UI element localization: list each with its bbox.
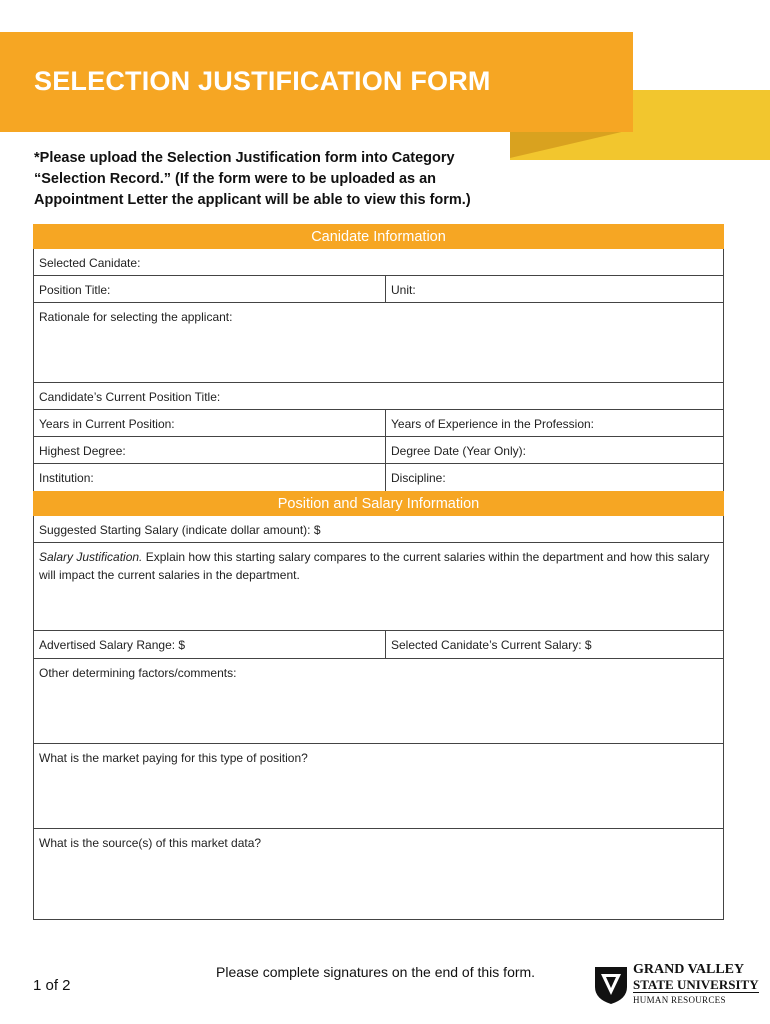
salary-range-row — [33, 631, 724, 659]
degree-date-field[interactable]: Degree Date (Year Only): — [391, 444, 526, 458]
gvsu-logo — [593, 962, 759, 1008]
years-experience-field[interactable]: Years of Experience in the Profession: — [391, 417, 595, 431]
advertised-salary-range-field[interactable]: Advertised Salary Range: $ — [34, 631, 386, 658]
logo-wordmark — [633, 962, 759, 1008]
selected-candidate-label: Selected Canidate: — [39, 256, 141, 270]
rationale-field: Rationale for selecting the applicant: — [39, 310, 233, 324]
other-factors-row[interactable] — [33, 659, 724, 744]
salary-justification-field — [34, 543, 723, 630]
unit-field[interactable]: Unit: — [391, 283, 416, 297]
market-source-field: What is the source(s) of this market data? — [39, 836, 262, 850]
logo-line-state-university: STATE UNIVERSITY — [633, 977, 759, 992]
salary-justification-instructions: Explain how this starting salary compares to the current salaries within the department and how this salary will impact the current salaries in the department. — [39, 550, 710, 582]
current-position-title-row[interactable] — [33, 383, 724, 410]
current-salary-field[interactable]: Selected Canidate’s Current Salary: $ — [391, 638, 592, 652]
position-unit-row — [33, 276, 724, 303]
page-number: 1 of 2 — [33, 977, 71, 994]
position-title-field[interactable]: Position Title: — [34, 276, 386, 302]
section-heading-candidate: Canidate Information — [33, 224, 724, 249]
years-row — [33, 410, 724, 437]
market-paying-row[interactable] — [33, 744, 724, 829]
page-title: SELECTION JUSTIFICATION FORM — [34, 66, 491, 96]
market-source-row[interactable] — [33, 829, 724, 920]
degree-row — [33, 437, 724, 464]
market-paying-field: What is the market paying for this type of position? — [39, 751, 308, 765]
rationale-row[interactable] — [33, 303, 724, 383]
upload-notice: *Please upload the Selection Justification form into Category “Selection Record.” (If the form were to be uploaded as an Appointment Letter the applicant will be able to view this form.) — [34, 150, 471, 208]
institution-field[interactable]: Institution: — [34, 464, 386, 491]
starting-salary-field: Suggested Starting Salary (indicate dollar amount): $ — [39, 523, 321, 537]
signature-reminder: Please complete signatures on the end of this form. — [216, 964, 536, 980]
discipline-field[interactable]: Discipline: — [391, 471, 446, 485]
years-current-position-field[interactable]: Years in Current Position: — [34, 410, 386, 436]
gvsu-shield-icon — [593, 965, 629, 1005]
starting-salary-row[interactable] — [33, 516, 724, 543]
section-heading-salary: Position and Salary Information — [33, 491, 724, 516]
banner-fold-accent — [510, 130, 630, 158]
logo-line-grand-valley: GRAND VALLEY — [633, 962, 745, 977]
other-factors-field: Other determining factors/comments: — [39, 666, 237, 680]
logo-line-human-resources: HUMAN RESOURCES — [633, 995, 726, 1005]
institution-row — [33, 464, 724, 491]
salary-justification-row[interactable] — [33, 543, 724, 631]
justification-form — [33, 224, 724, 920]
current-position-title-field: Candidate’s Current Position Title: — [39, 390, 221, 404]
highest-degree-field[interactable]: Highest Degree: — [34, 437, 386, 463]
salary-justification-label: Salary Justification. — [39, 550, 143, 564]
selected-candidate-row[interactable] — [33, 249, 724, 276]
